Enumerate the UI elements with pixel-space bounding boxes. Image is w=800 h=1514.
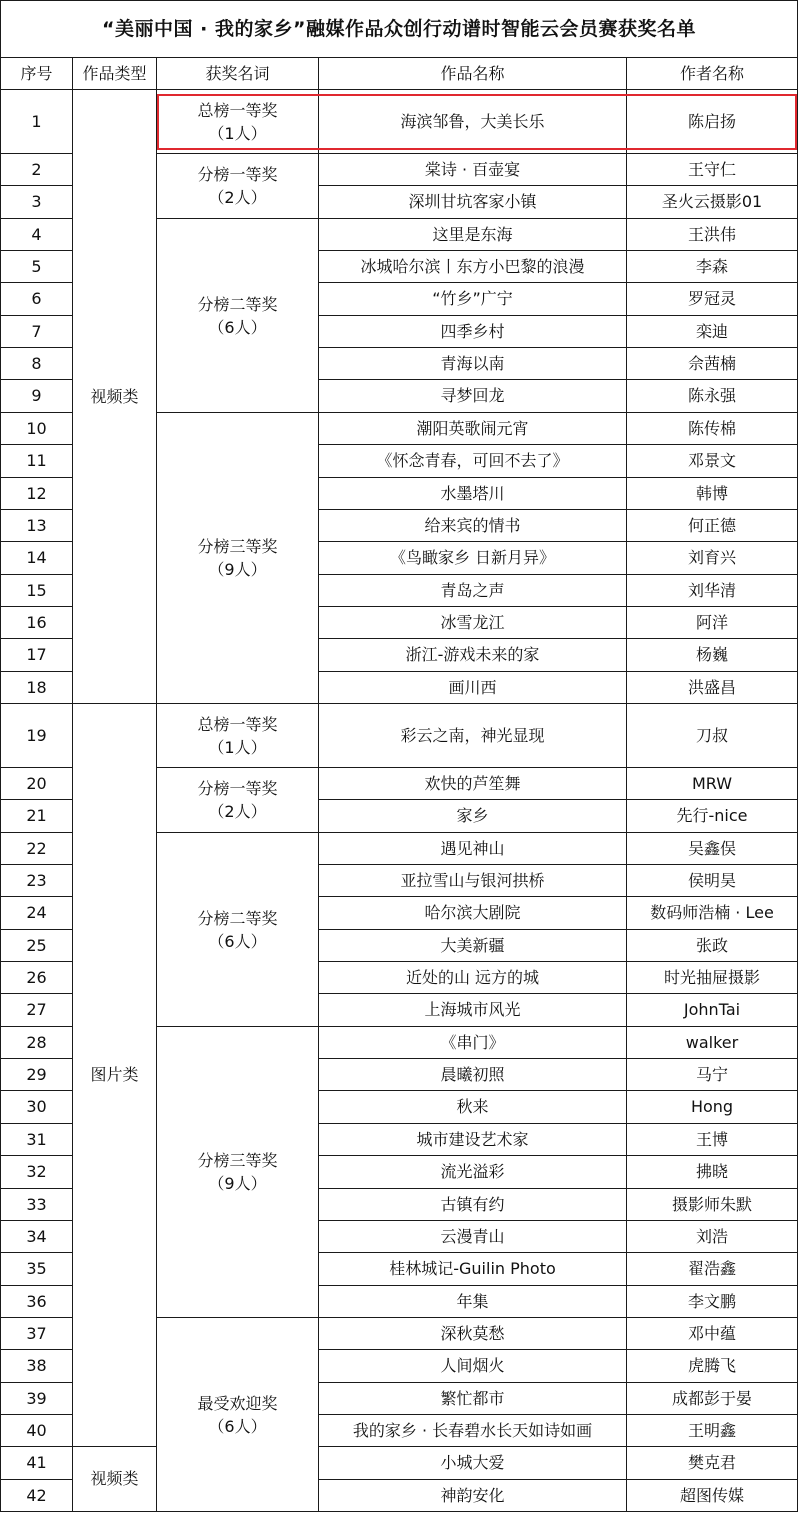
author-name: 栾迪 — [627, 316, 798, 348]
work-title: 亚拉雪山与银河拱桥 — [319, 865, 627, 897]
row-number: 41 — [0, 1447, 73, 1480]
author-name: 虎腾飞 — [627, 1350, 798, 1383]
work-title: 近处的山 远方的城 — [319, 962, 627, 994]
award-cell — [157, 833, 319, 1027]
author-name: 邓景文 — [627, 445, 798, 478]
work-title: 秋来 — [319, 1091, 627, 1124]
row-number: 16 — [0, 607, 73, 639]
award-count: （2人） — [208, 802, 267, 821]
author-name: 成都彭于晏 — [627, 1383, 798, 1415]
work-title: 寻梦回龙 — [319, 380, 627, 413]
author-name: 刘华清 — [627, 575, 798, 607]
row-number: 12 — [0, 478, 73, 510]
award-cell — [157, 219, 319, 413]
author-name: 先行-nice — [627, 800, 798, 833]
work-title: 《串门》 — [319, 1027, 627, 1059]
row-number: 27 — [0, 994, 73, 1027]
author-name: 刘浩 — [627, 1221, 798, 1253]
row-number: 29 — [0, 1059, 73, 1091]
work-title: 流光溢彩 — [319, 1156, 627, 1189]
column-header: 序号 — [0, 58, 73, 90]
author-name: 韩博 — [627, 478, 798, 510]
work-type-cell: 视频类 — [73, 1447, 157, 1512]
work-title: 潮阳英歌闹元宵 — [319, 413, 627, 445]
row-number: 4 — [0, 219, 73, 251]
row-number: 40 — [0, 1415, 73, 1447]
award-cell — [157, 1027, 319, 1318]
award-count: （6人） — [208, 931, 267, 951]
author-name: 陈永强 — [627, 380, 798, 413]
award-name: 总榜一等奖 — [197, 100, 278, 120]
column-header: 作品名称 — [319, 58, 627, 90]
row-number: 15 — [0, 575, 73, 607]
row-number: 34 — [0, 1221, 73, 1253]
row-number: 42 — [0, 1480, 73, 1512]
row-number: 21 — [0, 800, 73, 833]
author-name: JohnTai — [627, 994, 798, 1027]
row-number: 14 — [0, 542, 73, 575]
award-name: 分榜二等奖 — [197, 908, 278, 928]
row-number: 39 — [0, 1383, 73, 1415]
award-cell — [157, 90, 319, 154]
work-title: 给来宾的情书 — [319, 510, 627, 542]
author-name: 李森 — [627, 251, 798, 283]
row-number: 22 — [0, 833, 73, 865]
row-number: 33 — [0, 1189, 73, 1221]
row-number: 10 — [0, 413, 73, 445]
row-number: 5 — [0, 251, 73, 283]
row-number: 7 — [0, 316, 73, 348]
work-title: 欢快的芦笙舞 — [319, 768, 627, 800]
author-name: 拂晓 — [627, 1156, 798, 1189]
author-name: 王守仁 — [627, 154, 798, 186]
award-count: （9人） — [208, 560, 267, 579]
work-title: 彩云之南，神光显现 — [319, 704, 627, 768]
row-number: 38 — [0, 1350, 73, 1383]
row-number: 2 — [0, 154, 73, 186]
award-count: （6人） — [208, 317, 267, 337]
work-title: 古镇有约 — [319, 1189, 627, 1221]
column-header: 作品类型 — [73, 58, 157, 90]
author-name: 杨巍 — [627, 639, 798, 672]
work-title: 云漫青山 — [319, 1221, 627, 1253]
author-name: 王洪伟 — [627, 219, 798, 251]
award-count: （2人） — [208, 188, 267, 207]
work-title: 年集 — [319, 1286, 627, 1318]
work-title: 小城大爱 — [319, 1447, 627, 1480]
work-title: 大美新疆 — [319, 930, 627, 962]
award-name: 分榜一等奖 — [197, 165, 278, 184]
row-number: 8 — [0, 348, 73, 380]
work-title: 这里是东海 — [319, 219, 627, 251]
award-cell — [157, 1318, 319, 1512]
author-name: 刘育兴 — [627, 542, 798, 575]
award-name: 总榜一等奖 — [197, 714, 278, 734]
award-cell — [157, 154, 319, 219]
row-number: 9 — [0, 380, 73, 413]
award-count: （1人） — [208, 737, 267, 757]
award-cell — [157, 768, 319, 833]
row-number: 31 — [0, 1124, 73, 1156]
work-title: 青海以南 — [319, 348, 627, 380]
author-name: 刀叔 — [627, 704, 798, 768]
author-name: 罗冠灵 — [627, 283, 798, 316]
award-name: 分榜三等奖 — [197, 537, 278, 556]
work-title: 晨曦初照 — [319, 1059, 627, 1091]
award-name: 最受欢迎奖 — [197, 1393, 278, 1413]
work-title: 水墨塔川 — [319, 478, 627, 510]
award-count: （6人） — [208, 1416, 267, 1436]
work-type-cell: 图片类 — [73, 704, 157, 1447]
row-number: 1 — [0, 90, 73, 154]
column-header: 获奖名词 — [157, 58, 319, 90]
author-name: 邓中蕴 — [627, 1318, 798, 1350]
work-title: 四季乡村 — [319, 316, 627, 348]
table-title: “美丽中国 · 我的家乡”融媒作品众创行动谱时智能云会员赛获奖名单 — [0, 0, 798, 58]
work-title: 深秋莫愁 — [319, 1318, 627, 1350]
author-name: 陈传棉 — [627, 413, 798, 445]
row-number: 19 — [0, 704, 73, 768]
author-name: 阿洋 — [627, 607, 798, 639]
award-cell — [157, 413, 319, 704]
award-name: 分榜三等奖 — [197, 1151, 278, 1170]
author-name: 佘茜楠 — [627, 348, 798, 380]
author-name: walker — [627, 1027, 798, 1059]
award-count: （9人） — [208, 1174, 267, 1193]
work-title: 我的家乡 · 长春碧水长天如诗如画 — [319, 1415, 627, 1447]
author-name: 洪盛昌 — [627, 672, 798, 704]
row-number: 18 — [0, 672, 73, 704]
author-name: 吴鑫俣 — [627, 833, 798, 865]
work-title: 冰城哈尔滨丨东方小巴黎的浪漫 — [319, 251, 627, 283]
row-number: 25 — [0, 930, 73, 962]
author-name: 翟浩鑫 — [627, 1253, 798, 1286]
award-name: 分榜一等奖 — [197, 779, 278, 798]
work-title: 哈尔滨大剧院 — [319, 897, 627, 930]
author-name: 摄影师朱默 — [627, 1189, 798, 1221]
author-name: 李文鹏 — [627, 1286, 798, 1318]
work-title: 深圳甘坑客家小镇 — [319, 186, 627, 219]
work-type-cell: 视频类 — [73, 90, 157, 704]
award-count: （1人） — [208, 123, 267, 143]
row-number: 24 — [0, 897, 73, 930]
work-title: 棠诗 · 百壶宴 — [319, 154, 627, 186]
row-number: 32 — [0, 1156, 73, 1189]
work-title: 家乡 — [319, 800, 627, 833]
author-name: 王博 — [627, 1124, 798, 1156]
author-name: 樊克君 — [627, 1447, 798, 1480]
author-name: 圣火云摄影01 — [627, 186, 798, 219]
work-title: “竹乡”广宁 — [319, 283, 627, 316]
row-number: 26 — [0, 962, 73, 994]
award-cell — [157, 704, 319, 768]
work-title: 神韵安化 — [319, 1480, 627, 1512]
author-name: 张政 — [627, 930, 798, 962]
work-title: 画川西 — [319, 672, 627, 704]
author-name: 马宁 — [627, 1059, 798, 1091]
work-title: 青岛之声 — [319, 575, 627, 607]
row-number: 28 — [0, 1027, 73, 1059]
work-title: 海滨邹鲁，大美长乐 — [319, 90, 627, 154]
author-name: Hong — [627, 1091, 798, 1124]
work-title: 《怀念青春，可回不去了》 — [319, 445, 627, 478]
work-title: 人间烟火 — [319, 1350, 627, 1383]
work-title: 《鸟瞰家乡 日新月异》 — [319, 542, 627, 575]
row-number: 11 — [0, 445, 73, 478]
work-title: 遇见神山 — [319, 833, 627, 865]
work-title: 桂林城记-Guilin Photo — [319, 1253, 627, 1286]
award-name: 分榜二等奖 — [197, 294, 278, 314]
work-title: 冰雪龙江 — [319, 607, 627, 639]
row-number: 35 — [0, 1253, 73, 1286]
author-name: 何正德 — [627, 510, 798, 542]
author-name: 超图传媒 — [627, 1480, 798, 1512]
work-title: 城市建设艺术家 — [319, 1124, 627, 1156]
row-number: 3 — [0, 186, 73, 219]
author-name: 数码师浩楠 · Lee — [627, 897, 798, 930]
author-name: 王明鑫 — [627, 1415, 798, 1447]
author-name: 陈启扬 — [627, 90, 798, 154]
column-header: 作者名称 — [627, 58, 798, 90]
row-number: 36 — [0, 1286, 73, 1318]
work-title: 繁忙都市 — [319, 1383, 627, 1415]
row-number: 30 — [0, 1091, 73, 1124]
row-number: 13 — [0, 510, 73, 542]
row-number: 20 — [0, 768, 73, 800]
author-name: 时光抽屉摄影 — [627, 962, 798, 994]
row-number: 6 — [0, 283, 73, 316]
row-number: 23 — [0, 865, 73, 897]
row-number: 37 — [0, 1318, 73, 1350]
author-name: MRW — [627, 768, 798, 800]
work-title: 上海城市风光 — [319, 994, 627, 1027]
work-title: 浙江-游戏未来的家 — [319, 639, 627, 672]
row-number: 17 — [0, 639, 73, 672]
author-name: 侯明昊 — [627, 865, 798, 897]
